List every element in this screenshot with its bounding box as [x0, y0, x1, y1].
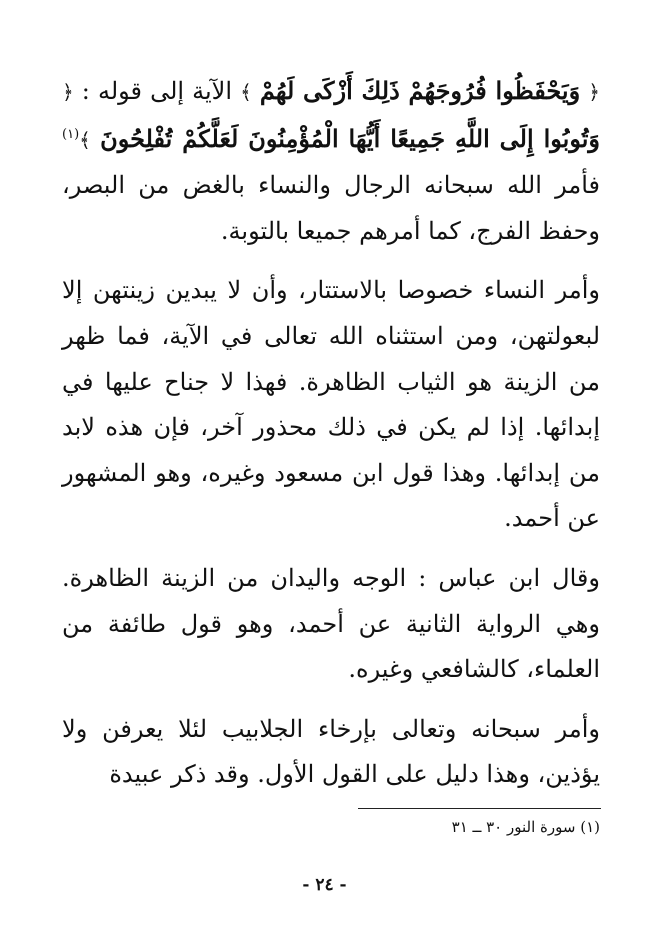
page-number: - ٢٤ -: [302, 875, 347, 895]
paragraph-1: [62, 68, 600, 254]
paragraph-text: فأمر الله سبحانه الرجال والنساء بالغض من البصر، وحفظ الفرج، كما أمرهم جميعا بالتوبة.: [62, 171, 600, 245]
quran-quote-2: وَتُوبُوا إِلَى اللَّهِ جَمِيعًا أَيُّهَا الْمُؤْمِنُونَ لَعَلَّكُمْ تُفْلِحُونَ: [100, 123, 600, 153]
quran-bracket-close: ﴾: [240, 80, 252, 104]
footnote-reference: (١): [62, 126, 80, 142]
quran-bracket-close: ﴾: [79, 127, 91, 152]
paragraph-4: وأمر سبحانه وتعالى بإرخاء الجلابيب لئلا يعرفن ولا يؤذين، وهذا دليل على القول الأول. وقد ذكر عبيدة: [62, 714, 600, 789]
paragraph-2: وأمر النساء خصوصا بالاستتار، وأن لا يبدين زينتهن إلا لبعولتهن، ومن استثناه الله تعالى في الآية، فما ظهر من الزينة هو الثياب الظاهرة. فهذا لا جناح عليها في إبدائها. إذا لم يكن في ذلك محذور آخر، فإن هذه لابد من إبدائها. وهذا قول ابن مسعود وغيره، وهو المشهور عن أحمد.: [62, 276, 600, 533]
footnote-divider: [358, 808, 601, 809]
footnote: (١) سورة النور ٣٠ ــ ٣١: [451, 818, 600, 836]
quran-quote-1: وَيَحْفَظُوا فُرُوجَهُمْ ذَلِكَ أَزْكَى لَهُمْ: [259, 76, 581, 105]
paragraph-3: وقال ابن عباس : الوجه واليدان من الزينة الظاهرة. وهي الرواية الثانية عن أحمد، وهو قول طائفة من العلماء، كالشافعي وغيره.: [62, 563, 600, 684]
quran-bracket-open: ﴿: [62, 80, 74, 104]
page-body: [62, 68, 600, 798]
paragraph-text: الآية إلى قوله :: [73, 77, 233, 105]
quran-bracket-open: ﴿: [588, 80, 600, 104]
